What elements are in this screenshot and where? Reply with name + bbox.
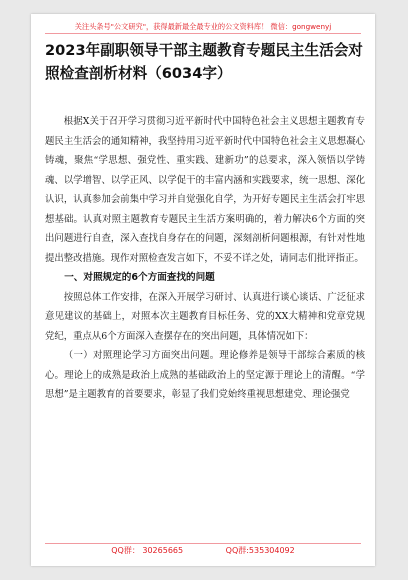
section-heading: 一、对照规定的6个方面查找的问题 bbox=[64, 272, 215, 283]
body-paragraph: （一）对照理论学习方面突出问题。理论修养是领导干部综合素质的核心。理论上的成熟是政治上成熟的基础政治上的坚定源于理论上的清醒。“学思想”是主题教育的首要要求，彰显了我们党始终重视思想建党、理论强党 bbox=[45, 350, 365, 400]
header-banner: 关注头条号"公文研究"，获得最新最全最专业的公文资料库！ 微信：gongwenyj bbox=[45, 21, 361, 34]
document-title: 2023年副职领导干部主题教育专题民主生活会对照检查剖析材料（6034字） bbox=[45, 42, 363, 82]
body-paragraph: 按照总体工作安排，在深入开展学习研讨、认真进行谈心谈话、广泛征求意见建议的基础上，对照本次主题教育目标任务、党的XX大精神和党章党规党纪，重点从6个方面深入查摆存在的突出问题，具体情况如下： bbox=[45, 291, 365, 342]
footer-contact bbox=[45, 543, 361, 558]
document-page bbox=[31, 14, 375, 566]
qq-group-1: QQ群： 30265665 bbox=[111, 546, 184, 555]
qq-group-2: QQ群:535304092 bbox=[225, 546, 295, 555]
document-body bbox=[45, 112, 365, 405]
intro-paragraph: 根据X关于召开学习贯彻习近平新时代中国特色社会主义思想主题教育专题民主生活会的通知精神，我坚持用习近平新时代中国特色社会主义思想凝心铸魂，聚焦“学思想、强党性、重实践、建新功”的总要求，深入领悟以学铸魂、以学增智、以学正风、以学促干的丰富内涵和实践要求，统一思想、深化认识，认真参加会前集中学习并自觉强化自学，为开好专题民主生活会打牢思想基础。认真对照主题教育专题民主生活方案明确的，着力解决6个方面的突出问题进行自查，深入查找自身存在的问题，深刻剖析问题根源，有针对性地提出整改措施。现作对照检查发言如下，不妥不详之处，请同志们批评指正。 bbox=[45, 116, 365, 264]
